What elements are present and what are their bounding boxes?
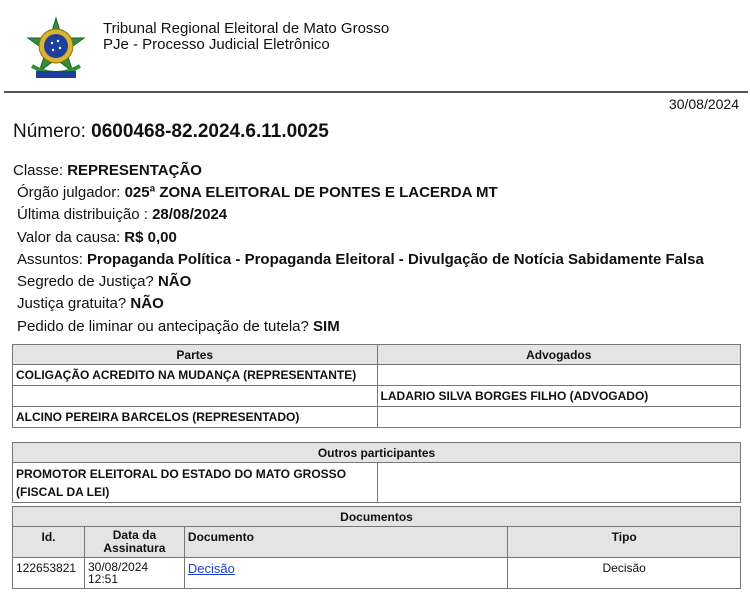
valor-value: R$ 0,00 xyxy=(124,229,177,246)
classe-value: REPRESENTAÇÃO xyxy=(67,162,202,179)
valor-label: Valor da causa: xyxy=(17,229,121,246)
print-date: 30/08/2024 xyxy=(668,96,739,112)
partes-header: Partes xyxy=(13,345,378,365)
gratuita-label: Justiça gratuita? xyxy=(17,295,127,312)
orgao-label: Órgão julgador: xyxy=(17,184,121,201)
court-name: Tribunal Regional Eleitoral de Mato Grosso xyxy=(103,20,390,37)
table-row xyxy=(13,386,741,407)
brazil-coat-of-arms-icon xyxy=(22,16,90,84)
assuntos-label: Assuntos: xyxy=(17,251,83,268)
document-date-cell xyxy=(84,558,184,589)
orgao-value: 025ª ZONA ELEITORAL DE PONTES E LACERDA MT xyxy=(124,184,498,201)
partes-table xyxy=(12,344,741,428)
header-divider xyxy=(4,91,748,93)
distribuicao-value: 28/08/2024 xyxy=(152,206,228,223)
data-assinatura-header: Data da Assinatura xyxy=(84,527,184,558)
advogado-cell: LADARIO SILVA BORGES FILHO (ADVOGADO) xyxy=(377,386,740,407)
document-time: 12:51 xyxy=(87,572,119,586)
table-row xyxy=(13,463,741,503)
document-date: 30/08/2024 xyxy=(87,560,149,574)
document-name-cell xyxy=(184,558,507,589)
documentos-table xyxy=(12,506,741,589)
participante-cell: PROMOTOR ELEITORAL DO ESTADO DO MATO GROSSO (FISCAL DA LEI) xyxy=(13,463,378,503)
documentos-title: Documentos xyxy=(13,507,741,527)
parte-cell xyxy=(13,386,378,407)
liminar-value: SIM xyxy=(313,318,340,335)
parte-cell: COLIGAÇÃO ACREDITO NA MUDANÇA (REPRESENTANTE) xyxy=(13,365,378,386)
outros-participantes-table xyxy=(12,442,741,503)
table-row xyxy=(13,365,741,386)
segredo-value: NÃO xyxy=(157,273,192,290)
segredo-label: Segredo de Justiça? xyxy=(17,273,154,290)
orgao-line xyxy=(17,184,498,202)
id-header: Id. xyxy=(13,527,85,558)
advogado-cell xyxy=(377,365,740,386)
tipo-header: Tipo xyxy=(508,527,741,558)
distribuicao-line xyxy=(17,206,227,224)
assuntos-line xyxy=(17,251,704,269)
process-number-value: 0600468-82.2024.6.11.0025 xyxy=(91,121,329,142)
process-number xyxy=(13,121,329,143)
valor-line xyxy=(17,229,177,247)
segredo-line xyxy=(17,273,191,291)
document-link[interactable]: Decisão xyxy=(187,561,235,576)
gratuita-value: NÃO xyxy=(130,295,164,312)
system-name: PJe - Processo Judicial Eletrônico xyxy=(103,36,330,53)
gratuita-line xyxy=(17,295,164,313)
table-row xyxy=(13,558,741,589)
process-number-label: Número: xyxy=(13,121,86,142)
parte-cell: ALCINO PEREIRA BARCELOS (REPRESENTADO) xyxy=(13,407,378,428)
participante-advogado-cell xyxy=(377,463,740,503)
classe-line xyxy=(13,162,202,180)
liminar-label: Pedido de liminar ou antecipação de tutela? xyxy=(17,318,309,335)
liminar-line xyxy=(17,318,340,336)
advogado-cell xyxy=(377,407,740,428)
table-row xyxy=(13,407,741,428)
page-header xyxy=(0,0,750,92)
distribuicao-label: Última distribuição : xyxy=(17,206,148,223)
assuntos-value: Propaganda Política - Propaganda Eleitoral - Divulgação de Notícia Sabidamente Falsa xyxy=(87,251,704,268)
document-id-cell: 122653821 xyxy=(13,558,85,589)
outros-participantes-header: Outros participantes xyxy=(13,443,741,463)
classe-label: Classe: xyxy=(13,162,64,179)
documento-header: Documento xyxy=(184,527,507,558)
advogados-header: Advogados xyxy=(377,345,740,365)
document-type-cell: Decisão xyxy=(508,558,741,589)
